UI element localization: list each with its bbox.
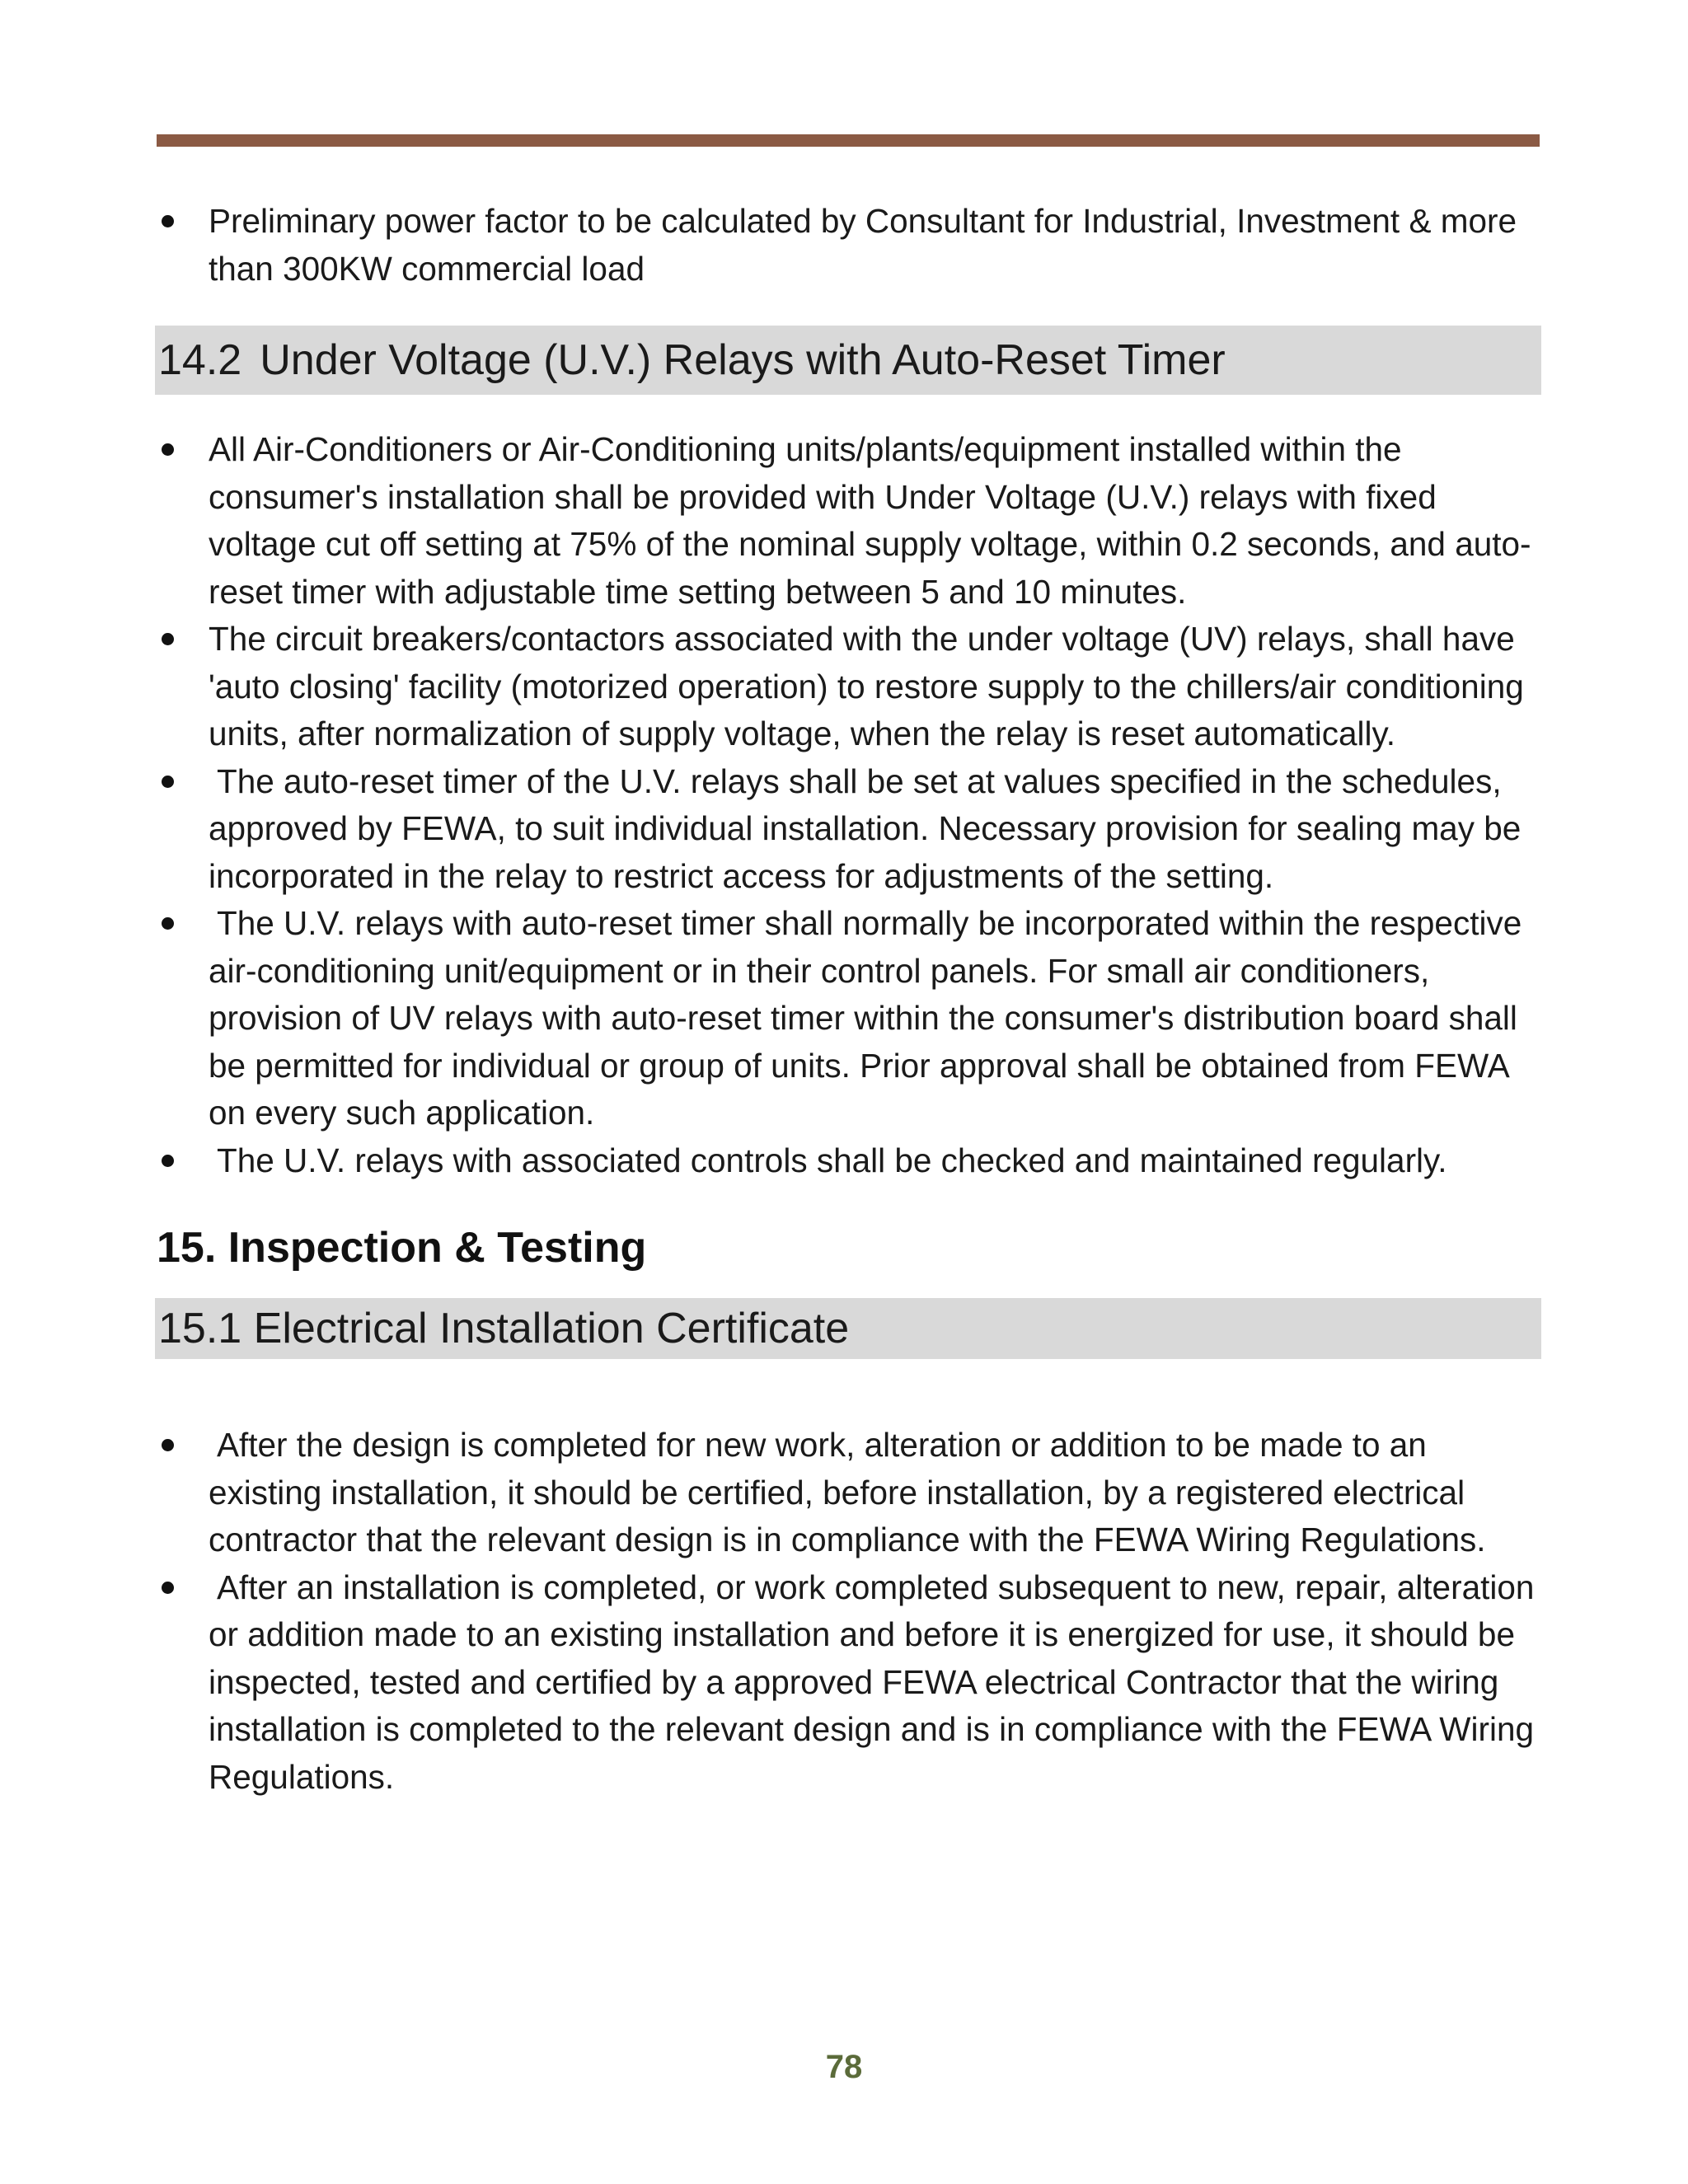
bullet-text: The auto-reset timer of the U.V. relays shall be set at values specified in the schedules, approved by FEWA, to suit individual installation. Necessary provision for sealing may be incorporated in the relay to restrict access for adjustments of the setting.	[209, 762, 1522, 895]
list-item	[157, 758, 1541, 901]
section-number: 14.2	[158, 336, 242, 384]
bullet-text: Preliminary power factor to be calculated by Consultant for Industrial, Investment & more than 300KW commercial load	[209, 202, 1517, 288]
bullet-icon	[162, 633, 174, 645]
bullet-icon	[162, 1439, 174, 1451]
section-title: 15.1 Electrical Installation Certificate	[158, 1305, 850, 1352]
section-15-1-bullet-list	[157, 1422, 1541, 1801]
bullet-icon	[162, 917, 174, 930]
page-content	[157, 198, 1541, 1801]
bullet-text: The U.V. relays with auto-reset timer shall normally be incorporated within the respective air-conditioning unit/equipment or in their control panels. For small air conditioners, provision of UV relays with auto-reset timer within the consumer's distribution board shall be permitted for individual or group of units. Prior approval shall be obtained from FEWA on every such application.	[209, 904, 1522, 1132]
section-heading-15: 15. Inspection & Testing	[157, 1224, 647, 1272]
list-item	[157, 1564, 1541, 1802]
list-item	[157, 616, 1541, 758]
header-rule	[157, 134, 1540, 147]
bullet-icon	[162, 215, 174, 227]
bullet-text: The circuit breakers/contactors associated with the under voltage (UV) relays, shall have 'auto closing' facility (motorized operation) to restore supply to the chillers/air conditioning units, after normalization of supply voltage, when the relay is reset automatically.	[209, 620, 1524, 752]
section-14-2-bullet-list	[157, 426, 1541, 1184]
bullet-icon	[162, 776, 174, 788]
bullet-icon	[162, 1582, 174, 1594]
bullet-icon	[162, 443, 174, 456]
page-number: 78	[825, 2049, 863, 2085]
list-item	[157, 1422, 1541, 1564]
bullet-icon	[162, 1155, 174, 1167]
list-item	[157, 900, 1541, 1137]
bullet-text: All Air-Conditioners or Air-Conditioning units/plants/equipment installed within the consumer's installation shall be provided with Under Voltage (U.V.) relays with fixed voltage cut off setting at 75% of the nominal supply voltage, within 0.2 seconds, and auto-reset timer with adjustable time setting between 5 and 10 minutes.	[209, 430, 1531, 611]
section-title: Under Voltage (U.V.) Relays with Auto-Reset Timer	[260, 336, 1226, 384]
section-heading-14-2	[155, 326, 1541, 395]
bullet-text: After the design is completed for new work, alteration or addition to be made to an existing installation, it should be certified, before installation, by a registered electrical contractor that the relevant design is in compliance with the FEWA Wiring Regulations.	[209, 1426, 1486, 1558]
list-item	[157, 1137, 1541, 1185]
list-item	[157, 198, 1541, 293]
intro-bullet-list	[157, 198, 1541, 293]
bullet-text: The U.V. relays with associated controls shall be checked and maintained regularly.	[217, 1141, 1447, 1179]
bullet-text: After an installation is completed, or work completed subsequent to new, repair, alteration or addition made to an existing installation and before it is energized for use, it should be inspected, tested and certified by a approved FEWA electrical Contractor that the wiring installation is completed to the relevant design and is in compliance with the FEWA Wiring Regulations.	[209, 1568, 1535, 1796]
list-item	[157, 426, 1541, 616]
section-heading-15-1	[155, 1298, 1541, 1359]
